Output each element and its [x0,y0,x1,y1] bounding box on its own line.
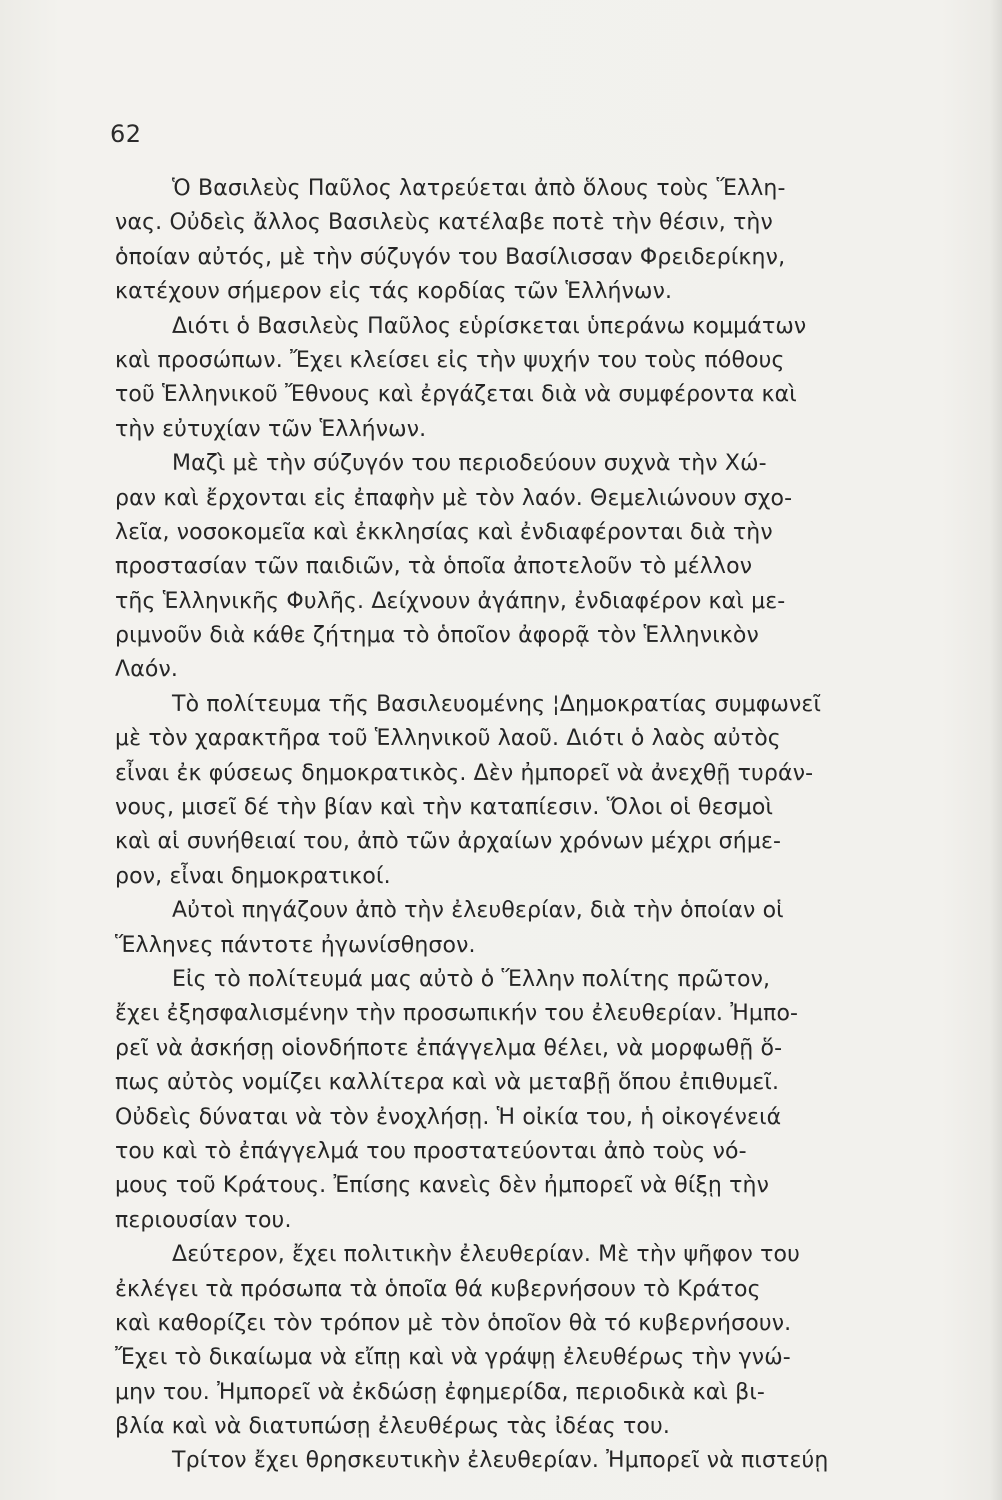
text-line: Δεύτερον, ἔχει πολιτικὴν ἐλευθερίαν. Μὲ τὴν ψῆφον του [172,1242,800,1268]
text-line: ρον, εἶναι δημοκρατικοί. [115,863,391,889]
text-line: νους, μισεῖ δέ τὴν βίαν καὶ τὴν καταπίεσιν. Ὅλοι οἱ θεσμοὶ [115,795,774,821]
text-line: κατέχουν σήμερον εἰς τάς κορδίας τῶν Ἑλλήνων. [115,279,673,305]
text-line: ραν καὶ ἔρχονται εἰς ἐπαφὴν μὲ τὸν λαόν. Θεμελιώνουν σχο- [115,485,793,511]
text-line: καὶ αἱ συνήθειαί του, ἀπὸ τῶν ἀρχαίων χρόνων μέχρι σήμε- [115,829,782,855]
text-line: ὁποίαν αὐτός, μὲ τὴν σύζυγόν του Βασίλισσαν Φρειδερίκην, [115,244,786,270]
text-line: τῆς Ἑλληνικῆς Φυλῆς. Δείχνουν ἀγάπην, ἐνδιαφέρον καὶ με- [115,588,786,614]
text-line: λεῖα, νοσοκομεῖα καὶ ἐκκλησίας καὶ ἐνδιαφέρονται διὰ τὴν [115,519,773,545]
text-line: καὶ καθορίζει τὸν τρόπον μὲ τὸν ὁποῖον θὰ τό κυβερνήσουν. [115,1310,792,1336]
text-line: Εἰς τὸ πολίτευμά μας αὐτὸ ὁ Ἕλλην πολίτης πρῶτον, [172,966,771,992]
text-line: μους τοῦ Κράτους. Ἐπίσης κανεὶς δὲν ἠμπορεῖ νὰ θίξῃ τὴν [115,1173,770,1199]
text-line: Αὐτοὶ πηγάζουν ἀπὸ τὴν ἐλευθερίαν, διὰ τὴν ὁποίαν οἱ [172,898,784,924]
text-line: μην του. Ἠμπορεῖ νὰ ἐκδώσῃ ἐφημερίδα, περιοδικὰ καὶ βι- [115,1379,765,1405]
text-line: Οὐδεὶς δύναται νὰ τὸν ἐνοχλήσῃ. Ἡ οἰκία του, ἡ οἰκογένειά [115,1104,782,1130]
text-line: προστασίαν τῶν παιδιῶν, τὰ ὁποῖα ἀποτελοῦν τὸ μέλλον [115,554,753,580]
text-line: Διότι ὁ Βασιλεὺς Παῦλος εὑρίσκεται ὑπεράνω κομμάτων [172,313,807,339]
text-line: περιουσίαν του. [115,1207,292,1233]
text-line: καὶ προσώπων. Ἔχει κλείσει εἰς τὴν ψυχήν του τοὺς πόθους [115,347,785,373]
page-number: 62 [110,120,142,148]
text-line: μὲ τὸν χαρακτῆρα τοῦ Ἑλληνικοῦ λαοῦ. Διότι ὁ λαὸς αὐτὸς [115,726,781,752]
text-line: εἶναι ἐκ φύσεως δημοκρατικὸς. Δὲν ἠμπορεῖ νὰ ἀνεχθῇ τυράν- [115,760,814,786]
text-line: Τὸ πολίτευμα τῆς Βασιλευομένης ¦Δημοκρατίας συμφωνεῖ [172,691,822,717]
text-line: ρεῖ νὰ ἀσκήσῃ οἱονδήποτε ἐπάγγελμα θέλει, νὰ μορφωθῇ ὅ- [115,1035,783,1061]
text-line: Λαόν. [115,657,179,683]
text-line: τὴν εὐτυχίαν τῶν Ἑλλήνων. [115,416,427,442]
text-line: βλία καὶ νὰ διατυπώσῃ ἐλευθέρως τὰς ἰδέας του. [115,1414,670,1440]
page-edge-shadow [990,0,1002,1500]
text-line: Ὁ Βασιλεὺς Παῦλος λατρεύεται ἀπὸ ὅλους τοὺς Ἕλλη- [172,176,786,201]
text-line: ἔχει ἐξησφαλισμένην τὴν προσωπικήν του ἐλευθερίαν. Ἠμπο- [115,1001,799,1027]
text-line: Μαζὶ μὲ τὴν σύζυγόν του περιοδεύουν συχνὰ τὴν Χώ- [172,451,767,477]
text-line: πως αὐτὸς νομίζει καλλίτερα καὶ νὰ μεταβῇ ὅπου ἐπιθυμεῖ. [115,1070,780,1096]
text-line: ριμνοῦν διὰ κάθε ζήτημα τὸ ὁποῖον ἀφορᾷ τὸν Ἑλληνικὸν [115,623,759,649]
text-line: Ἔχει τὸ δικαίωμα νὰ εἴπῃ καὶ νὰ γράψῃ ἐλευθέρως τὴν γνώ- [115,1345,791,1371]
body-text [115,172,850,1479]
text-line: Τρίτον ἔχει θρησκευτικὴν ἐλευθερίαν. Ἠμπορεῖ νὰ πιστεύῃ [172,1448,829,1474]
text-line: τοῦ Ἑλληνικοῦ Ἔθνους καὶ ἐργάζεται διὰ νὰ συμφέροντα καὶ [115,382,797,408]
text-line: του καὶ τὸ ἐπάγγελμά του προστατεύονται ἀπὸ τοὺς νό- [115,1138,747,1164]
text-line: νας. Οὐδεὶς ἄλλος Βασιλεὺς κατέλαβε ποτὲ τὴν θέσιν, τὴν [115,210,773,236]
text-line: Ἕλληνες πάντοτε ἠγωνίσθησον. [115,932,476,958]
text-line: ἐκλέγει τὰ πρόσωπα τὰ ὁποῖα θά κυβερνήσουν τὸ Κράτος [115,1276,761,1302]
